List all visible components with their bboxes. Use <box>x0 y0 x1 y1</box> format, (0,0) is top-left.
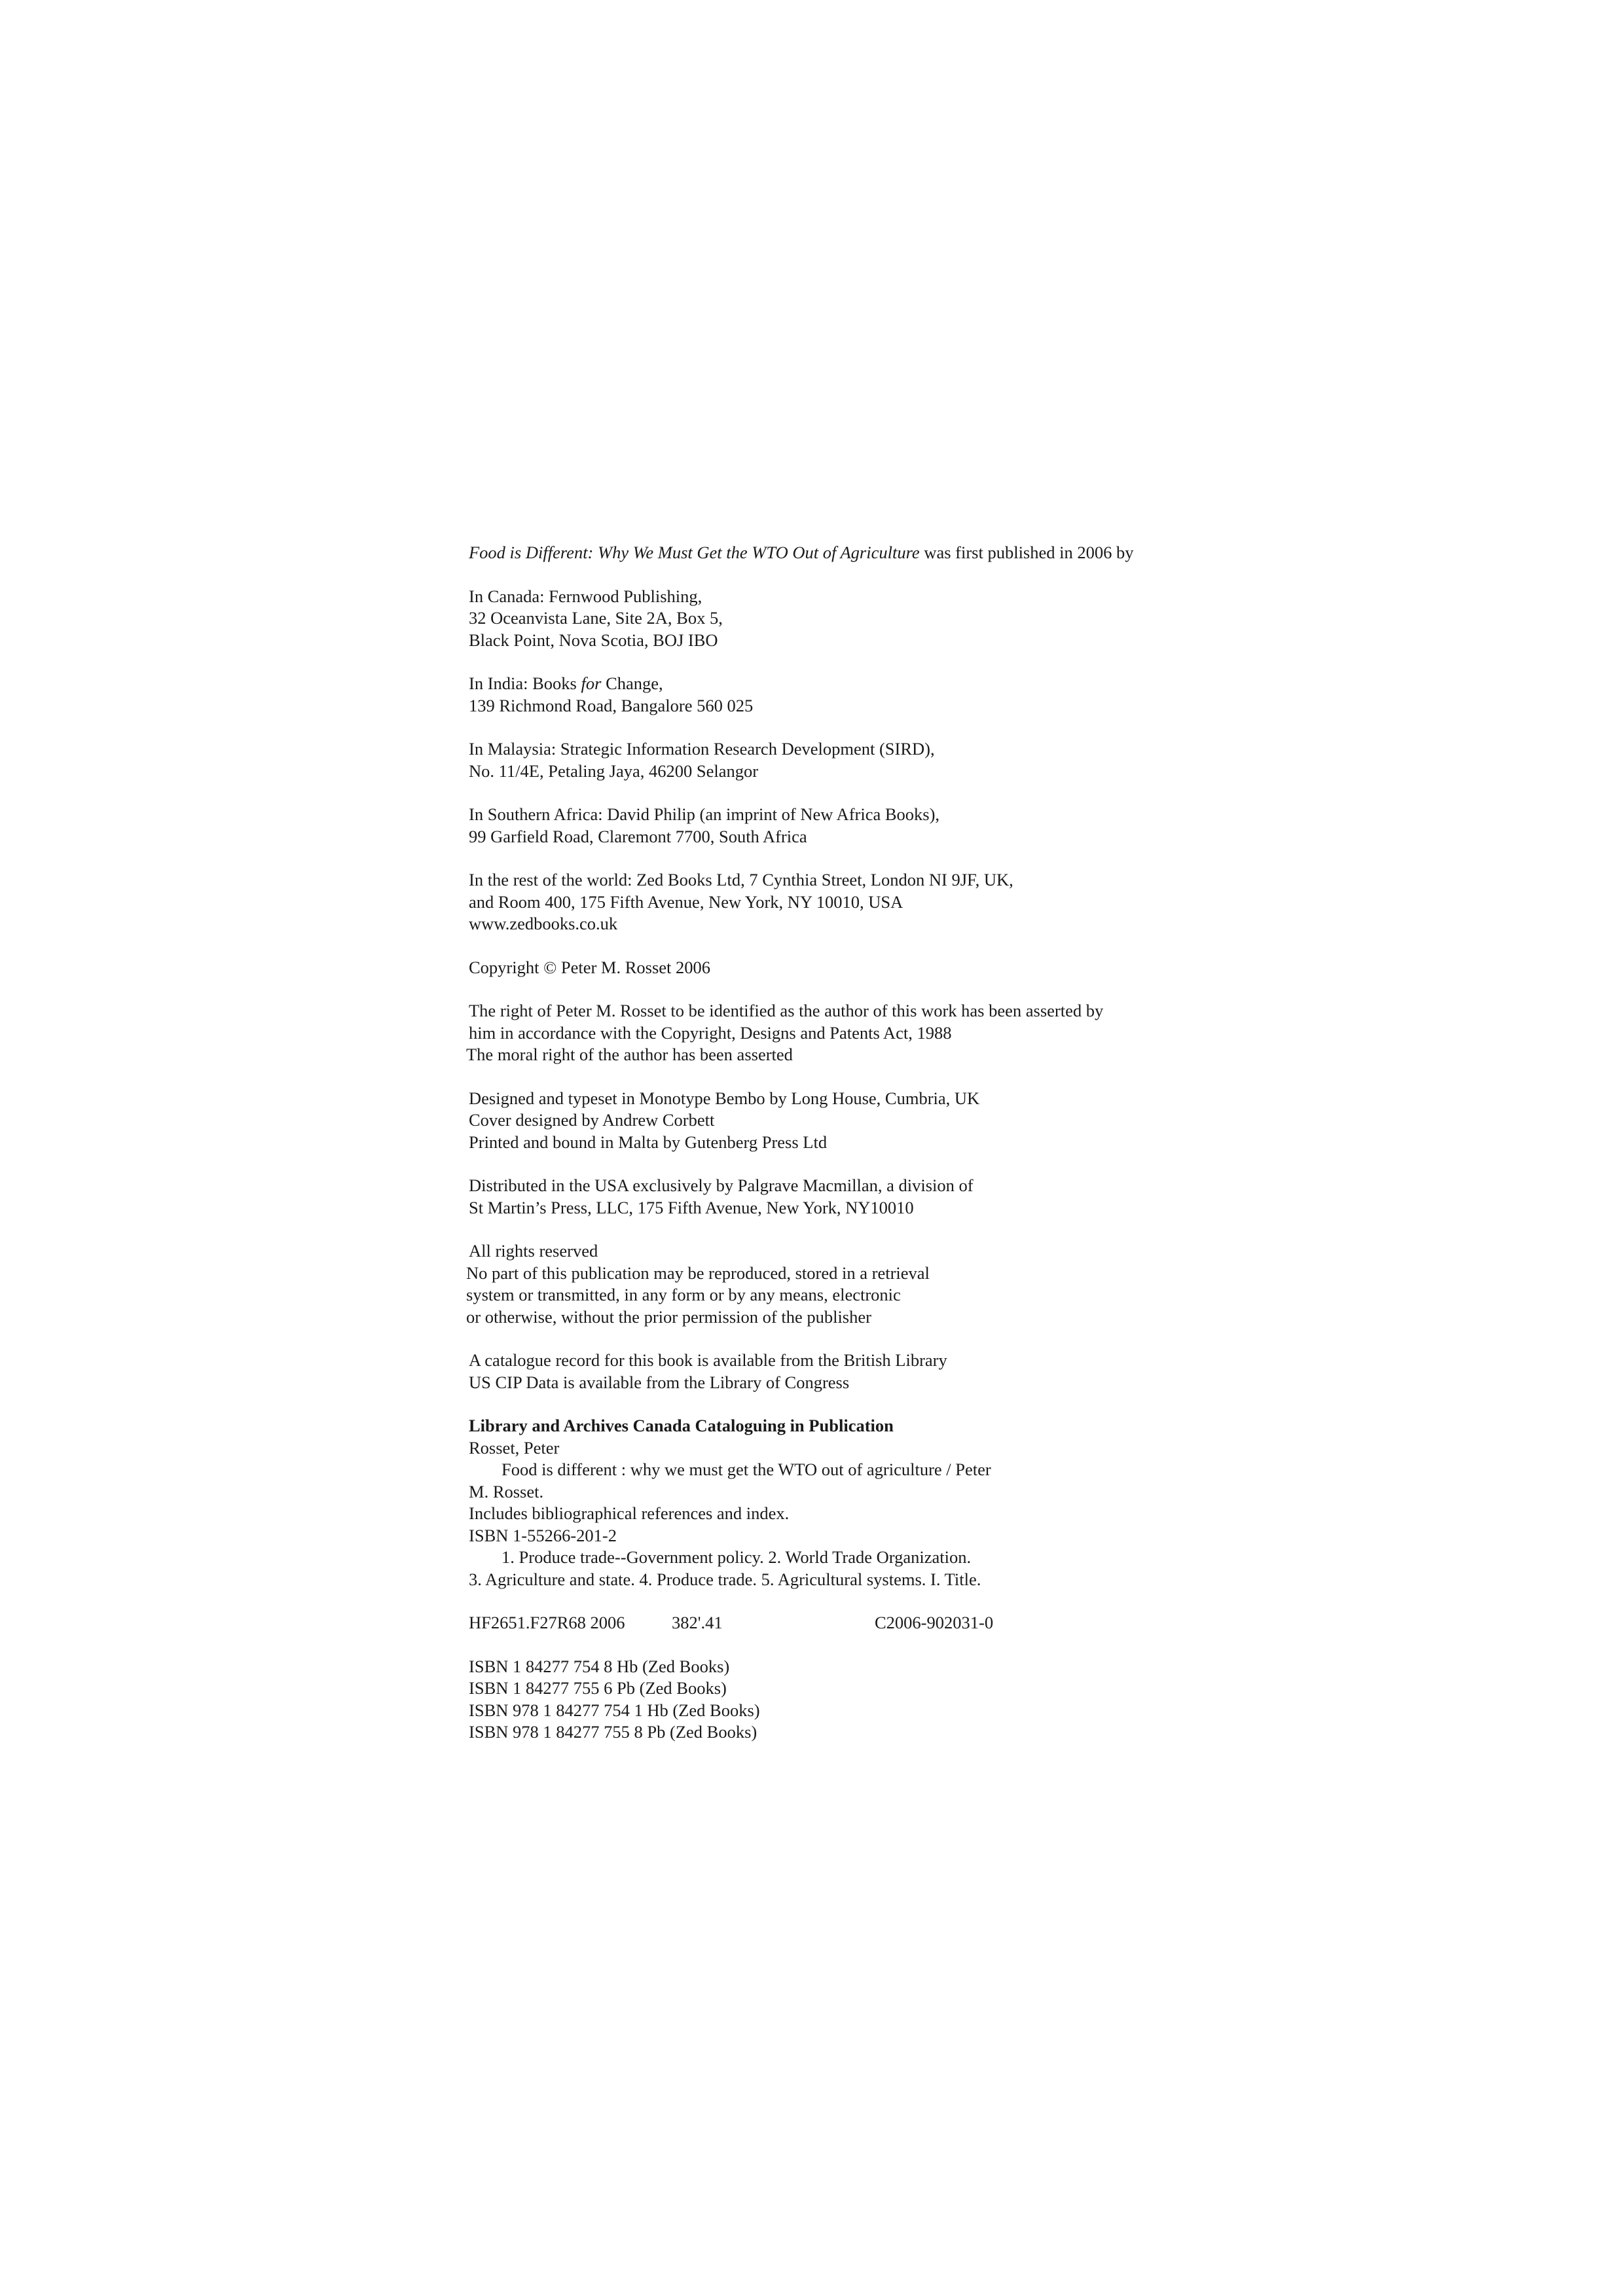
cip-block <box>469 1415 1254 1634</box>
cip-dewey-class: 382'.41 <box>672 1613 723 1632</box>
publisher-southern-africa-line: 99 Garfield Road, Claremont 7700, South Africa <box>469 826 807 846</box>
publisher-southern-africa <box>469 804 1254 848</box>
cip-title-line: M. Rosset. <box>469 1481 544 1501</box>
isbn-line: ISBN 978 1 84277 754 1 Hb (Zed Books) <box>469 1700 760 1720</box>
copyright-notice: Copyright © Peter M. Rosset 2006 <box>469 957 711 977</box>
publisher-india-italic: for <box>581 673 602 693</box>
catalogue-line: US CIP Data is available from the Library of Congress <box>469 1372 850 1392</box>
rights-reserved <box>466 1240 1254 1328</box>
isbn-line: ISBN 1 84277 755 6 Pb (Zed Books) <box>469 1678 727 1698</box>
publisher-malaysia-line: In Malaysia: Strategic Information Research Development (SIRD), <box>469 739 935 759</box>
publisher-india-prefix: In India: Books <box>469 673 581 693</box>
publisher-canada-line: 32 Oceanvista Lane, Site 2A, Box 5, <box>469 608 723 628</box>
isbn-list <box>469 1656 1254 1744</box>
cip-classification-row <box>469 1612 1254 1634</box>
publisher-southern-africa-line: In Southern Africa: David Philip (an imprint of New Africa Books), <box>469 804 940 824</box>
moral-rights-line: The moral right of the author has been asserted <box>466 1045 793 1064</box>
publisher-india-suffix: Change, <box>601 673 663 693</box>
publisher-india-line <box>469 673 1254 695</box>
cip-subjects-line: 1. Produce trade--Government policy. 2. World Trade Organization. <box>501 1547 972 1567</box>
publisher-canada <box>469 586 1254 652</box>
publisher-malaysia-line: No. 11/4E, Petaling Jaya, 46200 Selangor <box>469 761 759 781</box>
distribution-notice <box>469 1175 1254 1219</box>
catalogue-record <box>469 1350 1254 1393</box>
production-line: Designed and typeset in Monotype Bembo by Long House, Cumbria, UK <box>469 1088 980 1108</box>
distribution-line: Distributed in the USA exclusively by Palgrave Macmillan, a division of <box>469 1175 974 1195</box>
cip-heading: Library and Archives Canada Cataloguing in Publication <box>469 1416 894 1435</box>
isbn-line: ISBN 1 84277 754 8 Hb (Zed Books) <box>469 1656 730 1676</box>
copyright-page <box>466 542 1254 1744</box>
publisher-malaysia <box>469 738 1254 782</box>
rights-reserved-line: No part of this publication may be reproduced, stored in a retrieval <box>466 1263 930 1283</box>
cip-title-line: Food is different : why we must get the WTO out of agriculture / Peter <box>501 1460 991 1479</box>
publisher-india-address: 139 Richmond Road, Bangalore 560 025 <box>469 695 754 715</box>
catalogue-line: A catalogue record for this book is available from the British Library <box>469 1350 947 1370</box>
cip-subjects-line: 3. Agriculture and state. 4. Produce trade. 5. Agricultural systems. I. Title. <box>469 1569 981 1589</box>
rights-reserved-line: or otherwise, without the prior permission of the publisher <box>466 1306 871 1327</box>
cip-isbn: ISBN 1-55266-201-2 <box>469 1525 617 1545</box>
cip-notes: Includes bibliographical references and index. <box>469 1503 790 1523</box>
cip-cn-number: C2006-902031-0 <box>875 1613 994 1632</box>
production-line: Printed and bound in Malta by Gutenberg Press Ltd <box>469 1132 828 1152</box>
cip-lc-class: HF2651.F27R68 2006 <box>469 1613 625 1632</box>
isbn-line: ISBN 978 1 84277 755 8 Pb (Zed Books) <box>469 1722 757 1742</box>
book-title: Food is Different: Why We Must Get the WTO Out of Agriculture <box>469 543 920 562</box>
production-credits <box>469 1088 1254 1154</box>
rights-assertion-line: him in accordance with the Copyright, Designs and Patents Act, 1988 <box>469 1022 952 1043</box>
publisher-canada-line: In Canada: Fernwood Publishing, <box>469 586 702 606</box>
publisher-rest-line: and Room 400, 175 Fifth Avenue, New York, NY 10010, USA <box>469 891 903 912</box>
distribution-line: St Martin’s Press, LLC, 175 Fifth Avenue, New York, NY10010 <box>469 1197 914 1217</box>
publisher-rest-line: In the rest of the world: Zed Books Ltd, 7 Cynthia Street, London NI 9JF, UK, <box>469 870 1013 889</box>
rights-reserved-line: system or transmitted, in any form or by any means, electronic <box>466 1285 901 1304</box>
publisher-canada-line: Black Point, Nova Scotia, BOJ IBO <box>469 630 718 650</box>
publisher-rest-of-world <box>469 869 1254 935</box>
production-line: Cover designed by Andrew Corbett <box>469 1110 715 1130</box>
publication-statement-suffix: was first published in 2006 by <box>919 543 1134 562</box>
publisher-india <box>469 673 1254 717</box>
rights-assertion <box>466 1000 1254 1066</box>
publication-statement <box>469 542 1254 564</box>
rights-assertion-line: The right of Peter M. Rosset to be identified as the author of this work has been asserted by <box>469 1001 1104 1020</box>
publisher-website: www.zedbooks.co.uk <box>469 914 618 933</box>
cip-author: Rosset, Peter <box>469 1437 560 1458</box>
rights-reserved-heading: All rights reserved <box>469 1241 598 1261</box>
